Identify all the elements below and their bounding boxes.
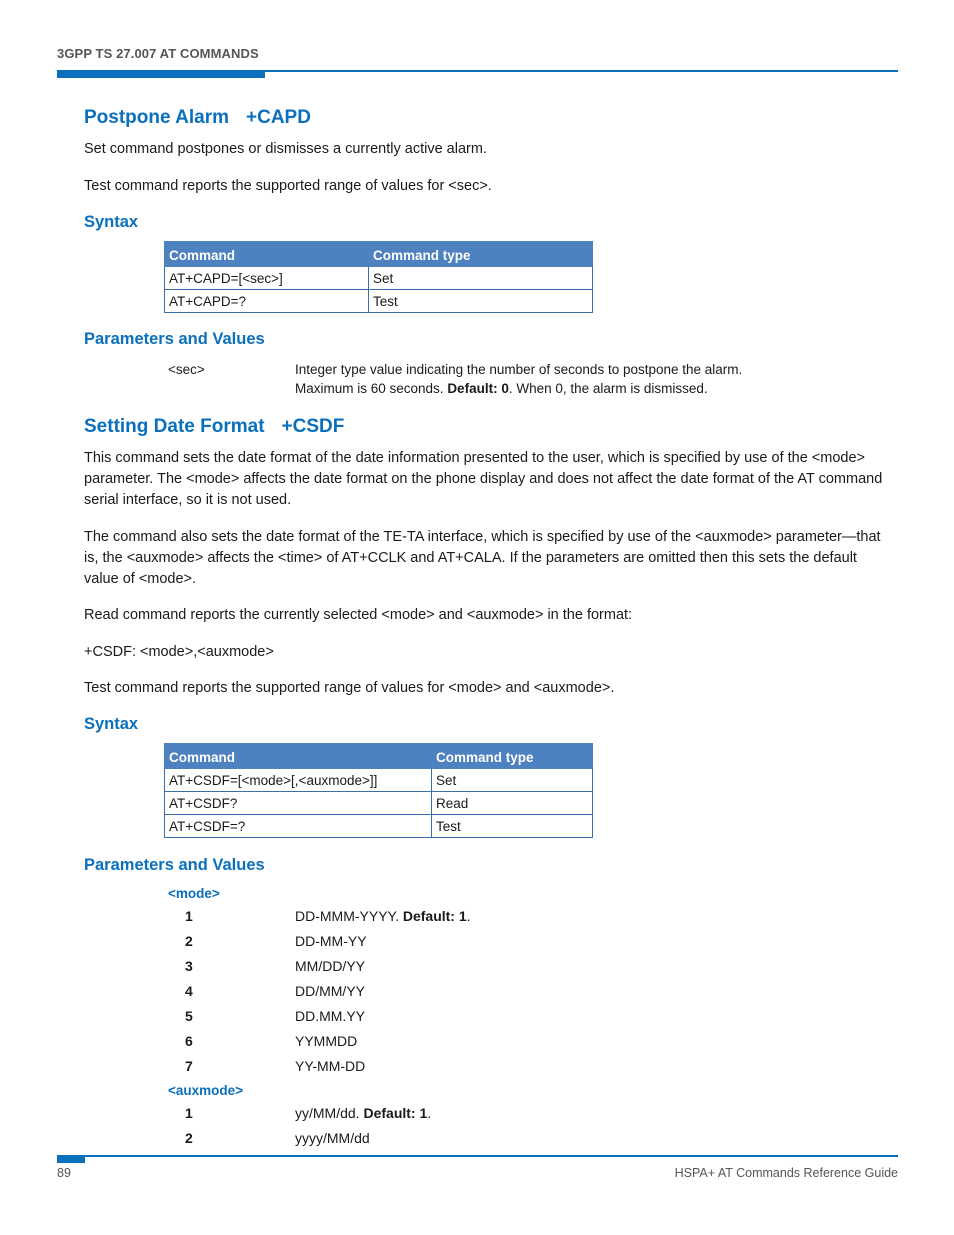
mode-label: <mode> (168, 886, 220, 901)
table-cell-command: AT+CAPD=? (165, 290, 369, 313)
table-cell-type: Test (369, 290, 593, 313)
capd-heading-cmd: +CAPD (246, 107, 311, 128)
header-accent-bar (57, 70, 265, 78)
table-header-row (165, 744, 593, 769)
table-cell-type: Read (432, 792, 593, 815)
value-default: Default: 1 (402, 908, 467, 924)
mode-value-num: 5 (185, 1008, 193, 1024)
mode-value-text: DD.MM.YY (295, 1008, 365, 1024)
table-row (165, 792, 593, 815)
csdf-syntax-heading: Syntax (84, 715, 139, 733)
csdf-para-3: Read command reports the currently selected <mode> and <auxmode> in the format: (84, 607, 633, 623)
param-sec-line-1: Integer type value indicating the number of seconds to postpone the alarm. (295, 362, 743, 377)
value-text-post: . (427, 1105, 432, 1121)
csdf-heading-cmd: +CSDF (281, 416, 345, 437)
mode-value-text: YY-MM-DD (295, 1058, 366, 1074)
csdf-syntax-table (164, 743, 593, 838)
page-number: 89 (57, 1166, 71, 1180)
mode-value-text: DD-MM-YY (295, 933, 367, 949)
table-header-cell: Command type (369, 242, 593, 267)
csdf-params-heading: Parameters and Values (84, 856, 265, 874)
mode-value-num: 7 (185, 1058, 193, 1074)
table-header-cell: Command (165, 744, 432, 769)
table-cell-type: Set (432, 769, 593, 792)
auxmode-value-text (295, 1105, 431, 1121)
table-cell-command: AT+CAPD=[<sec>] (165, 267, 369, 290)
mode-value-text: YYMMDD (295, 1033, 358, 1049)
param-sec-default: Default: 0 (447, 381, 509, 396)
table-cell-command: AT+CSDF? (165, 792, 432, 815)
capd-params-heading: Parameters and Values (84, 330, 265, 348)
value-text-post: . (466, 908, 471, 924)
mode-value-num: 6 (185, 1033, 193, 1049)
mode-value-text: MM/DD/YY (295, 958, 365, 974)
table-cell-type: Test (432, 815, 593, 838)
value-text: DD-MMM-YYYY. (295, 908, 403, 924)
table-row (165, 815, 593, 838)
running-header: 3GPP TS 27.007 AT COMMANDS (57, 46, 259, 61)
csdf-para-1: This command sets the date format of the date information presented to the user, which is specified by use of the <mode> parameter. The <mode> affects the date format on the phone display and does not affect the date format of the AT command serial interface, so it is not used. (84, 450, 883, 508)
mode-value-text: DD/MM/YY (295, 983, 365, 999)
footer-rule (57, 1155, 898, 1157)
param-sec-description (295, 360, 855, 398)
param-sec-line-2 (295, 379, 855, 398)
param-sec-text: Maximum is 60 seconds. (295, 381, 448, 396)
mode-value-num: 1 (185, 908, 193, 924)
value-default: Default: 1 (363, 1105, 428, 1121)
csdf-heading-name: Setting Date Format (84, 416, 265, 437)
table-header-cell: Command (165, 242, 369, 267)
table-row (165, 769, 593, 792)
csdf-para-2: The command also sets the date format of the TE-TA interface, which is specified by use of the <auxmode> parameter—that is, the <auxmode> affects the <time> of AT+CCLK and AT+CALA. If the parameters are omitted then this sets the default value of <mode>. (84, 529, 881, 587)
capd-para-2: Test command reports the supported range of values for <sec>. (84, 178, 492, 194)
param-sec-name: <sec> (168, 362, 205, 377)
table-header-cell: Command type (432, 744, 593, 769)
auxmode-value-text: yyyy/MM/dd (295, 1130, 370, 1146)
table-cell-command: AT+CSDF=? (165, 815, 432, 838)
capd-heading-name: Postpone Alarm (84, 107, 229, 128)
value-text: yy/MM/dd. (295, 1105, 364, 1121)
table-row (165, 290, 593, 313)
auxmode-label: <auxmode> (168, 1083, 244, 1098)
table-row (165, 267, 593, 290)
mode-value-num: 2 (185, 933, 193, 949)
capd-heading (84, 107, 311, 129)
capd-syntax-heading: Syntax (84, 213, 139, 231)
capd-syntax-table (164, 241, 593, 313)
auxmode-value-num: 2 (185, 1130, 193, 1146)
mode-value-num: 3 (185, 958, 193, 974)
mode-value-text (295, 908, 471, 924)
mode-value-num: 4 (185, 983, 193, 999)
footer-accent-bar (57, 1155, 85, 1163)
table-cell-type: Set (369, 267, 593, 290)
auxmode-value-num: 1 (185, 1105, 193, 1121)
capd-para-1: Set command postpones or dismisses a currently active alarm. (84, 141, 487, 157)
table-header-row (165, 242, 593, 267)
csdf-para-4: +CSDF: <mode>,<auxmode> (84, 644, 274, 660)
document-title: HSPA+ AT Commands Reference Guide (674, 1166, 898, 1180)
param-sec-text-post: . When 0, the alarm is dismissed. (508, 381, 708, 396)
table-cell-command: AT+CSDF=[<mode>[,<auxmode>]] (165, 769, 432, 792)
csdf-heading (84, 416, 344, 438)
csdf-para-5: Test command reports the supported range of values for <mode> and <auxmode>. (84, 680, 615, 696)
